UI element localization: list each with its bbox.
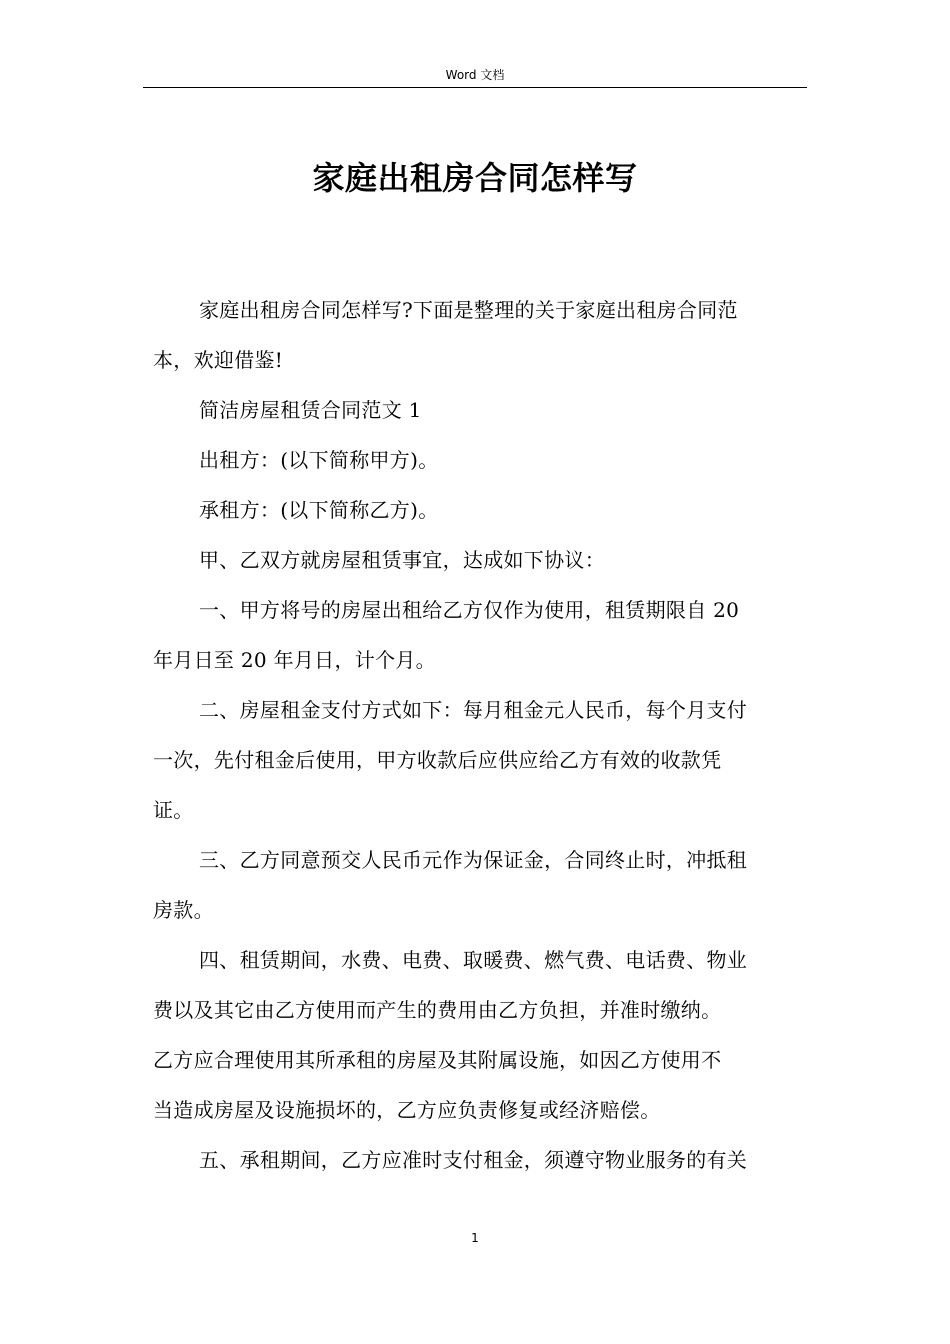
paragraph (153, 585, 804, 685)
text-line: 三、乙方同意预交人民币元作为保证金，合同终止时，冲抵租 (199, 848, 748, 872)
text-line: 四、租赁期间，水费、电费、取暖费、燃气费、电话费、物业 (199, 948, 748, 972)
text-line: 房款。 (153, 898, 214, 922)
text-line: 五、承租期间，乙方应准时支付租金，须遵守物业服务的有关 (199, 1148, 748, 1172)
text-line: 甲、乙双方就房屋租赁事宜，达成如下协议： (199, 548, 605, 572)
paragraph (176, 435, 804, 485)
paragraph (153, 685, 804, 835)
text-line: 乙方应合理使用其所承租的房屋及其附属设施，如因乙方使用不 (153, 1048, 722, 1072)
text-line: 家庭出租房合同怎样写?下面是整理的关于家庭出租房合同范 (199, 298, 738, 322)
paragraph (153, 285, 804, 385)
text-line: 简洁房屋租赁合同范文 1 (199, 398, 422, 422)
page-header (143, 60, 807, 88)
header-text: Word 文档 (445, 68, 505, 82)
text-line: 证。 (153, 798, 194, 822)
text-line: 年月日至 20 年月日，计个月。 (153, 648, 436, 672)
paragraph (176, 535, 804, 585)
text-line: 费以及其它由乙方使用而产生的费用由乙方负担，并准时缴纳。 (153, 998, 722, 1022)
text-line: 二、房屋租金支付方式如下：每月租金元人民币，每个月支付 (199, 698, 748, 722)
text-line: 本，欢迎借鉴! (153, 348, 284, 372)
paragraph (153, 835, 804, 935)
document-body (153, 285, 804, 1185)
text-line: 一次，先付租金后使用，甲方收款后应供应给乙方有效的收款凭 (153, 748, 722, 772)
page-number: 1 (471, 1231, 479, 1245)
document-title: 家庭出租房合同怎样写 (312, 159, 638, 197)
paragraph (176, 1135, 804, 1185)
text-line: 承租方：(以下简称乙方)。 (199, 498, 439, 522)
paragraph (176, 385, 804, 435)
text-line: 当造成房屋及设施损坏的，乙方应负责修复或经济赔偿。 (153, 1098, 661, 1122)
paragraph (153, 935, 804, 1135)
text-line: 出租方：(以下简称甲方)。 (199, 448, 439, 472)
paragraph (176, 485, 804, 535)
text-line: 一、甲方将号的房屋出租给乙方仅作为使用，租赁期限自 20 (199, 598, 740, 622)
